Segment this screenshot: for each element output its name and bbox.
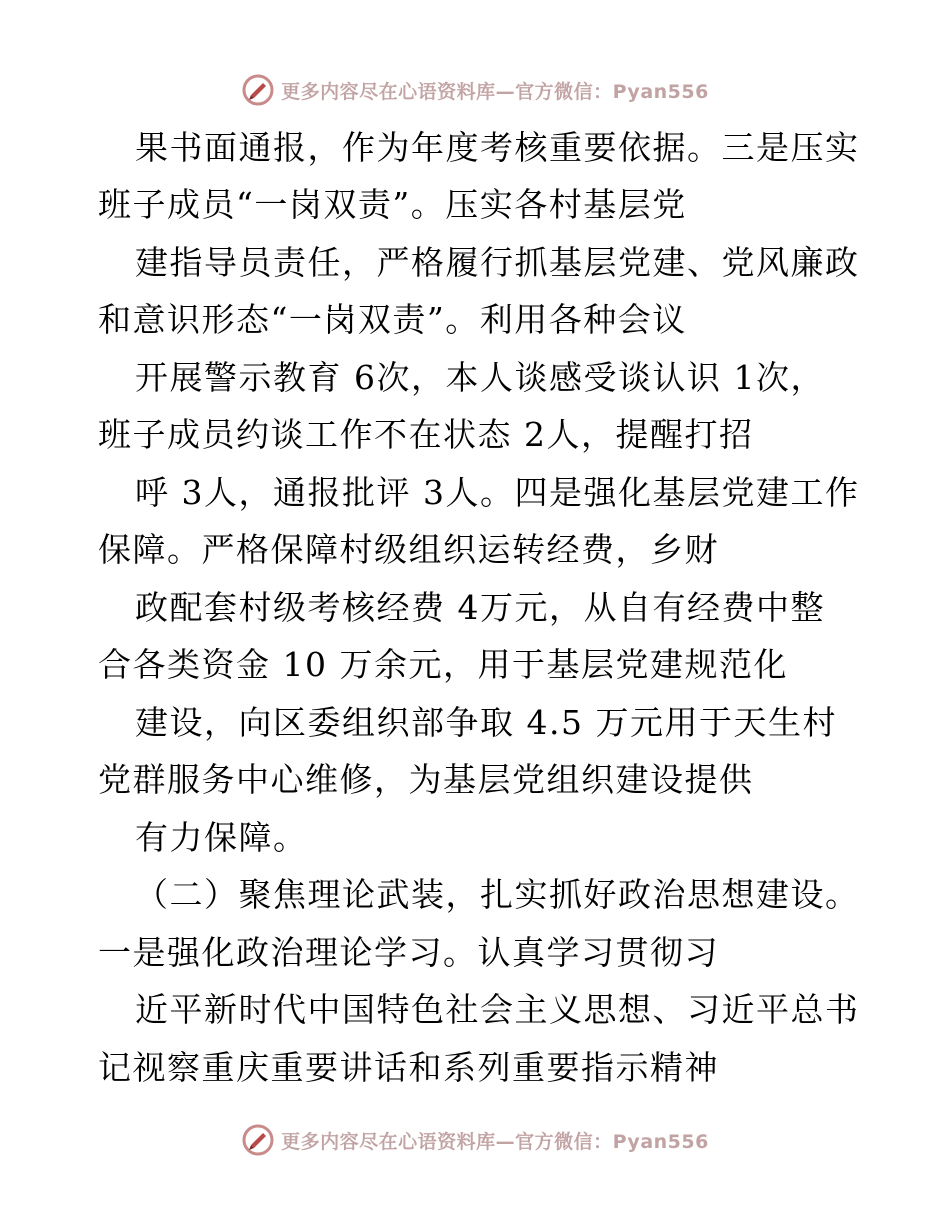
text-line: 近平新时代中国特色社会主义思想、习近平总书 <box>135 990 860 1029</box>
pen-logo-icon <box>241 73 275 107</box>
text-line: 记视察重庆重要讲话和系列重要指示精神 <box>98 1048 719 1087</box>
text-line: 建指导员责任，严格履行抓基层党建、党风廉政 <box>135 243 860 282</box>
watermark-text: 更多内容尽在心语资料库—官方微信：Pyan556 <box>281 80 709 103</box>
text-line: 建设，向区委组织部争取 4.5 万元用于天生村 <box>135 703 837 742</box>
pen-logo-icon <box>241 1123 275 1157</box>
watermark-footer <box>0 1120 950 1160</box>
text-line: 和意识形态“一岗双责”。利用各种会议 <box>98 300 687 339</box>
watermark-text: 更多内容尽在心语资料库—官方微信：Pyan556 <box>281 1130 709 1153</box>
text-line: 保障。严格保障村级组织运转经费，乡财 <box>98 530 719 569</box>
text-line: 班子成员“一岗双责”。压实各村基层党 <box>98 185 687 224</box>
watermark-header <box>0 70 950 110</box>
text-line: 果书面通报，作为年度考核重要依据。三是压实 <box>135 128 860 167</box>
text-line: 一是强化政治理论学习。认真学习贯彻习 <box>98 933 719 972</box>
section-heading: （二）聚焦理论武装，扎实抓好政治思想建设。 <box>135 875 860 914</box>
text-line: 有力保障。 <box>135 818 308 857</box>
text-line: 开展警示教育 6次，本人谈感受谈认识 1次， <box>135 358 825 397</box>
text-line: 合各类资金 10 万余元，用于基层党建规范化 <box>98 645 788 684</box>
text-line: 党群服务中心维修，为基层党组织建设提供 <box>98 760 754 799</box>
text-line: 政配套村级考核经费 4万元，从自有经费中整 <box>135 588 825 627</box>
text-line: 呼 3人，通报批评 3人。四是强化基层党建工作 <box>135 473 860 512</box>
text-line: 班子成员约谈工作不在状态 2人，提醒打招 <box>98 415 754 454</box>
